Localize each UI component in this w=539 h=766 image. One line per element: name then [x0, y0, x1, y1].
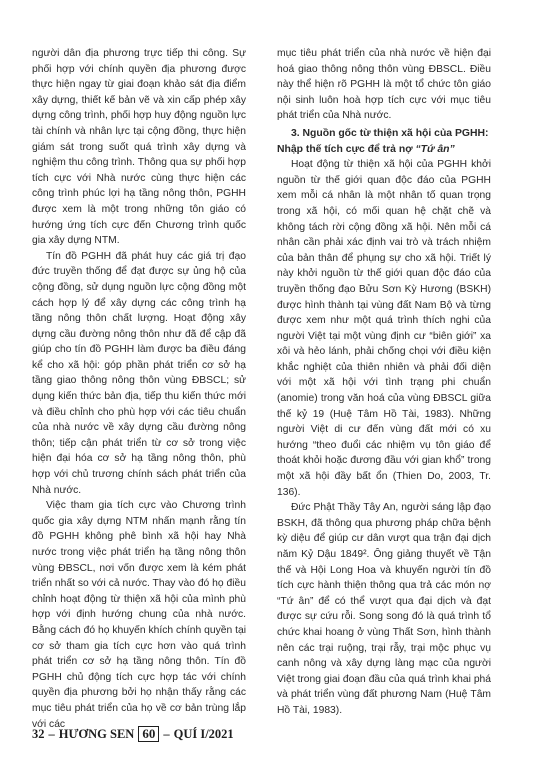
right-column — [277, 46, 491, 719]
footer-dash-1: – — [48, 726, 55, 741]
section-heading-text: 3. Nguồn gốc từ thiện xã hội của PGHH: Nhập thế tích cực để trả nợ — [277, 127, 489, 155]
issue-number: 60 — [138, 726, 159, 742]
left-paragraph-3: Việc tham gia tích cực vào Chương trình quốc gia xây dựng NTM nhấn mạnh rằng tín đồ PGHH không phê bình xã hội hay Nhà nước trong việc phát triển hạ tầng nông thôn vùng ĐBSCL, nơi vốn được xem là kém phát triển nhất so với cả nước. Thay vào đó họ điều chỉnh hoạt động từ thiện xã hội của mình phù hợp với định hướng chung của nhà nước. Bằng cách đó họ khuyến khích chính quyền tại cơ sở tham gia tích cực hơn vào quá trình phát triển cơ sở hạ tầng nông thôn. Tín đồ PGHH chủ động tích cực hợp tác với chính quyền địa phương bởi họ nhận thấy rằng các mục tiêu phát triển của họ về cơ bản trùng lắp với các — [32, 500, 246, 730]
magazine-name: HƯƠNG SEN — [58, 726, 135, 741]
left-paragraph-1: người dân địa phương trực tiếp thi công. Sự phối hợp với chính quyền địa phương được thực hiện ngay từ giai đoạn khảo sát địa điểm xây dựng, thiết kế bản vẽ và xin cấp phép xây dựng công trình, phối hợp huy động nguồn lực tài chính và nhân lực tại cộng đồng, thực hiện giám sát trong suốt quá trình xây dựng và nghiệm thu công trình. Thông qua sự phối hợp tích cực với Nhà nước cùng thực hiện các công trình phúc lợi hạ tầng nông thôn, PGHH được xem là một trong những tôn giáo có hướng ứng tích cực đến Chương trình quốc gia xây dựng NTM. — [32, 48, 246, 247]
page-footer — [32, 726, 234, 742]
right-paragraph-1: mục tiêu phát triển của nhà nước về hiện đại hoá giao thông nông thôn vùng ĐBSCL. Điều này thể hiện rõ PGHH là một tổ chức tôn giáo nội sinh luôn hoà hợp tích cực với mục tiêu phát triển của Nhà nước. — [277, 48, 491, 122]
section-heading — [277, 126, 491, 157]
right-paragraph-3: Đức Phật Thầy Tây An, người sáng lập đạo BSKH, đã thông qua phương pháp chữa bệnh kỳ diệu để giúp cư dân vượt qua trận đại dịch năm Kỷ Dậu 1849². Ông giảng thuyết về Tận thế và Hội Long Hoa và khuyến người tín đồ tích cực hành thiện thông qua trả các món nợ “Tứ ân” để có thể vượt qua đại dịch và đạt được sự cứu rỗi. Song song đó là quá trình tổ chức khai hoang ở vùng Thất Sơn, hình thành nên các trại ruộng, trại rẫy, trại mộc phục vụ canh nông và xây dựng làng mạc của người Việt trong giai đoạn đầu của quá trình khai phá và phát triển vùng đất phương Nam (Huệ Tâm Hồ Tài, 1983). — [277, 502, 491, 716]
issue-quarter: QUÍ I/2021 — [173, 726, 234, 741]
right-paragraph-2: Hoạt động từ thiện xã hội của PGHH khởi nguồn từ thế giới quan độc đáo của PGHH xem mỗi cá nhân là một nhân tố quan trọng trong xã hội, có mối quan hệ chặt chẽ và không tách rời cộng đồng xã hội. Nên mỗi cá nhân cần phải xác định vai trò và trách nhiệm của bản thân để phụng sự cho xã hội. Triết lý này khởi nguồn từ thế giới quan độc đáo của truyền thống đạo Bửu Sơn Kỳ Hương (BSKH) được hình thành tại vùng đất Nam Bộ và từng được xem như một quá trình thích nghi của người Việt tại một vùng định cư “biên giới” xa xôi và hẻo lánh, phải chống chọi với điều kiện khắc nghiệt của thiên nhiên và phải đối diện với một xã hội với tình trạng phi chuẩn (anomie) trong văn hoá của vùng ĐBSCL giữa thế kỷ 19 (Huệ Tâm Hồ Tài, 1983). Những người Việt di cư đến vùng đất mới có xu hướng “theo đuổi các nhiệm vụ tôn giáo để thoát khỏi hoặc đương đầu với gian khổ” trong một xã hội đầy bất ổn (Thien Do, 2003, Tr. 136). — [277, 159, 491, 498]
page-number: 32 — [32, 726, 45, 741]
footer-dash-2: – — [163, 726, 170, 741]
section-heading-quote: “Tứ ân” — [415, 143, 455, 155]
left-column — [32, 46, 246, 732]
left-paragraph-2: Tín đồ PGHH đã phát huy các giá trị đạo đức truyền thống để đạt được sự ủng hộ của cộng đồng, sử dụng nguồn lực cộng đồng một cách hợp lý để xây dựng các công trình hạ tầng nông thôn chất lượng. Hoạt động xây dựng cầu đường nông thôn như đã để cập đã giúp cho tín đồ PGHH làm được ba điều đáng kể cho xã hội: góp phần phát triển cơ sở hạ tầng giao thông nông thôn vùng ĐBSCL; sử dụng kiến thức bản địa, tiếp thu kiến thức mới và điều chỉnh cho phù hợp với các tiêu chuẩn của nhà nước về xây dựng cầu đường nông thôn; tiếp cận phát triển từ cơ sở trong việc hiện đại hóa cơ sở hạ tầng nông thôn, phù hợp với chủ trương chính sách phát triển của Nhà nước. — [32, 250, 246, 496]
